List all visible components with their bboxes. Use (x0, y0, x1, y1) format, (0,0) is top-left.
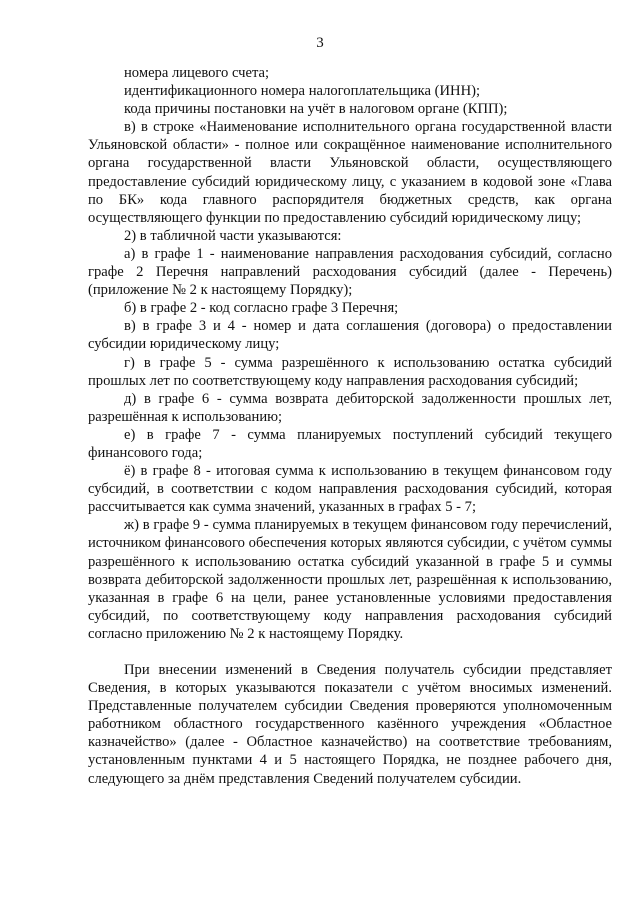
paragraph: д) в графе 6 - сумма возврата дебиторской задолженности прошлых лет, разрешённая к использованию; (88, 390, 612, 425)
paragraph: номера лицевого счета; (124, 65, 270, 81)
paragraph: в) в графе 3 и 4 - номер и дата соглашения (договора) о предоставлении субсидии юридическому лицу; (88, 318, 612, 353)
paragraph: е) в графе 7 - сумма планируемых поступлений субсидий текущего финансового года; (88, 426, 612, 461)
paragraph: кода причины постановки на учёт в налоговом органе (КПП); (124, 101, 508, 118)
paragraph: б) в графе 2 - код согласно графе 3 Перечня; (124, 300, 399, 317)
paragraph: ж) в графе 9 - сумма планируемых в текущем финансовом году перечислений, источником финансового обеспечения которых являются субсидии, с учётом суммы разрешённого к использованию остатка субсидий указанной в графе 5 и суммы возврата дебиторской задолженности прошлых лет, разрешённая к использованию, указанная в графе 6 на цели, ранее установленные условиями предоставления субсидий, по соответствующему коду направления расходования субсидий согласно приложению № 2 к настоящему Порядку. (88, 517, 612, 642)
document-body (88, 64, 612, 788)
paragraph: 2) в табличной части указываются: (124, 227, 342, 244)
paragraph: в) в строке «Наименование исполнительного органа государственной власти Ульяновской области» - полное или сокращённое наименование исполнительного органа государственной власти Ульяновской области, осуществляющего предоставление субсидий юридическому лицу, с указанием в кодовой зоне «Глава по БК» кода главного распорядителя бюджетных средств, как органа осуществляющего функции по предоставлению субсидий юридическому лицу; (88, 119, 612, 226)
paragraph: а) в графе 1 - наименование направления расходования субсидий, согласно графе 2 Перечня направлений расходования субсидий (далее - Перечень) (приложение № 2 к настоящему Порядку); (88, 245, 612, 299)
paragraph: ё) в графе 8 - итоговая сумма к использованию в текущем финансовом году субсидий, в соответствии с кодом направления расходования субсидий, которая рассчитывается как сумма значений, указанных в графах 5 - 7; (88, 463, 612, 516)
page-number: 3 (316, 35, 324, 51)
paragraph: идентификационного номера налогоплательщика (ИНН); (124, 83, 481, 100)
paragraph: При внесении изменений в Сведения получатель субсидии представляет Сведения, в которых указываются показатели с учётом вносимых изменений. Представленные получателем субсидии Сведения проверяются уполномоченным работником областного государственного казённого учреждения «Областное казначейство» (далее - Областное казначейство) на соответствие требованиям, установленным пунктами 4 и 5 настоящего Порядка, не позднее рабочего дня, следующего за днём представления Сведений получателем субсидии. (88, 662, 612, 787)
paragraph: г) в графе 5 - сумма разрешённого к использованию остатка субсидий прошлых лет по соответствующему коду направления расходования субсидий; (88, 354, 612, 389)
